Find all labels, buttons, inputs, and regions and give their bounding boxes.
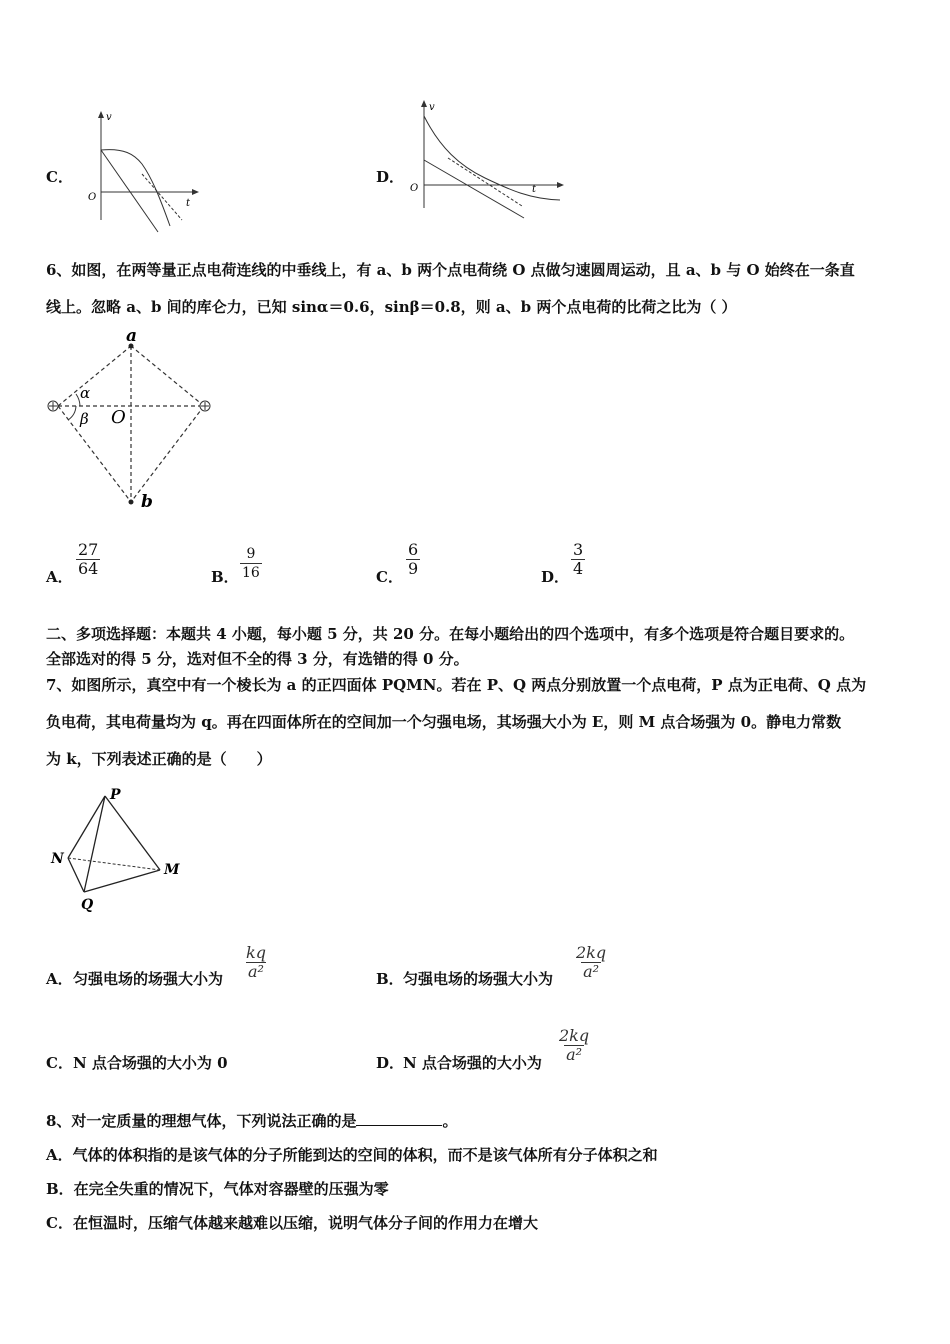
denominator: 16	[242, 565, 260, 581]
q7-option-d-text: N 点合场强的大小为	[403, 1054, 542, 1072]
q7-option-c-text: N 点合场强的大小为 0	[73, 1054, 228, 1072]
numerator: kq	[246, 943, 266, 962]
q8-option-b: B．在完全失重的情况下，气体对容器壁的压强为零	[46, 1180, 389, 1198]
vt-graph-d	[400, 96, 570, 216]
q7-option-c-label: C．	[46, 1054, 73, 1072]
q6-option-b-label: B．	[211, 568, 239, 586]
q7-option-d-label: D．	[376, 1054, 405, 1072]
denominator: a²	[247, 962, 264, 981]
q7-option-b-text: 匀强电场的场强大小为	[403, 970, 554, 988]
vertex-n-label: N	[51, 851, 64, 867]
denominator: a²	[583, 962, 600, 981]
q7-option-a-fraction	[244, 944, 268, 981]
vt-graph-c	[84, 108, 214, 232]
alpha-label: α	[80, 384, 91, 402]
q6-charge-diagram	[40, 326, 230, 516]
q6-option-d-label: D．	[541, 568, 570, 586]
q6-option-a-fraction	[76, 541, 100, 578]
q6-option-a-label: A．	[46, 568, 73, 586]
numerator: 3	[573, 540, 584, 559]
q6-option-b-fraction	[240, 545, 262, 582]
origin-label: O	[88, 192, 97, 203]
numerator: 2kq	[559, 1026, 590, 1045]
q8-stem-end: 。	[442, 1112, 458, 1130]
charge-a-label: a	[126, 326, 138, 346]
beta-label: β	[80, 410, 89, 428]
origin-label: O	[410, 183, 419, 194]
positive-charge-right	[200, 401, 210, 411]
q6-stem-line2: 线上。忽略 a、b 间的库仑力，已知 sinα＝0.6，sinβ＝0.8，则 a、b 两个点电荷的比荷之比为（ ）	[46, 298, 737, 316]
q7-option-b-fraction	[574, 944, 608, 981]
q8-option-c: C．在恒温时，压缩气体越来越难以压缩，说明气体分子间的作用力在增大	[46, 1214, 538, 1232]
q6-option-c-label: C．	[376, 568, 403, 586]
axis-v-label: v	[429, 102, 435, 113]
numerator: 9	[246, 546, 256, 562]
axis-v-label: v	[106, 112, 112, 123]
axis-t-label: t	[532, 184, 537, 195]
charge-b-label: b	[141, 492, 153, 512]
numerator: 2kq	[576, 943, 607, 962]
denominator: a²	[566, 1045, 583, 1064]
section2-heading-line1: 二、多项选择题：本题共 4 小题，每小题 5 分，共 20 分。在每小题给出的四个选项中，有多个选项是符合题目要求的。	[46, 625, 855, 643]
q8-stem-text: 8、对一定质量的理想气体，下列说法正确的是	[46, 1112, 357, 1130]
denominator: 4	[573, 559, 584, 578]
q6-option-c-fraction	[406, 541, 420, 578]
axis-t-label: t	[186, 198, 191, 209]
q6-option-d-fraction	[571, 541, 585, 578]
center-o-label: O	[111, 407, 126, 428]
vertex-p-label: P	[110, 787, 121, 803]
denominator: 9	[408, 559, 419, 578]
section2-heading-line2: 全部选对的得 5 分，选对但不全的得 3 分，有选错的得 0 分。	[46, 650, 469, 668]
denominator: 64	[78, 559, 99, 578]
vertex-q-label: Q	[81, 897, 94, 913]
q7-stem-line2: 负电荷，其电荷量均为 q。再在四面体所在的空间加一个匀强电场，其场强大小为 E，则 M 点合场强为 0。静电力常数	[46, 713, 842, 731]
q7-tetrahedron-diagram	[46, 784, 196, 914]
answer-blank[interactable]	[356, 1111, 442, 1126]
numerator: 6	[408, 540, 419, 559]
q7-option-d-fraction	[557, 1027, 591, 1064]
q8-stem	[46, 1111, 457, 1131]
q7-option-a-label: A．	[46, 970, 73, 988]
q7-stem-line1: 7、如图所示，真空中有一个棱长为 a 的正四面体 PQMN。若在 P、Q 两点分别放置一个点电荷，P 点为正电荷、Q 点为	[46, 676, 867, 694]
option-c-graph-label: C．	[46, 168, 73, 186]
vertex-m-label: M	[164, 862, 180, 878]
numerator: 27	[78, 540, 99, 559]
q7-option-b-label: B．	[376, 970, 404, 988]
q7-stem-line3: 为 k，下列表述正确的是（ ）	[46, 750, 272, 768]
q8-option-a: A．气体的体积指的是该气体的分子所能到达的空间的体积，而不是该气体所有分子体积之和	[46, 1146, 658, 1164]
option-d-graph-label: D．	[376, 168, 405, 186]
q6-stem-line1: 6、如图，在两等量正点电荷连线的中垂线上，有 a、b 两个点电荷绕 O 点做匀速圆周运动，且 a、b 与 O 始终在一条直	[46, 261, 855, 279]
positive-charge-left	[48, 401, 58, 411]
q7-option-a-text: 匀强电场的场强大小为	[73, 970, 224, 988]
